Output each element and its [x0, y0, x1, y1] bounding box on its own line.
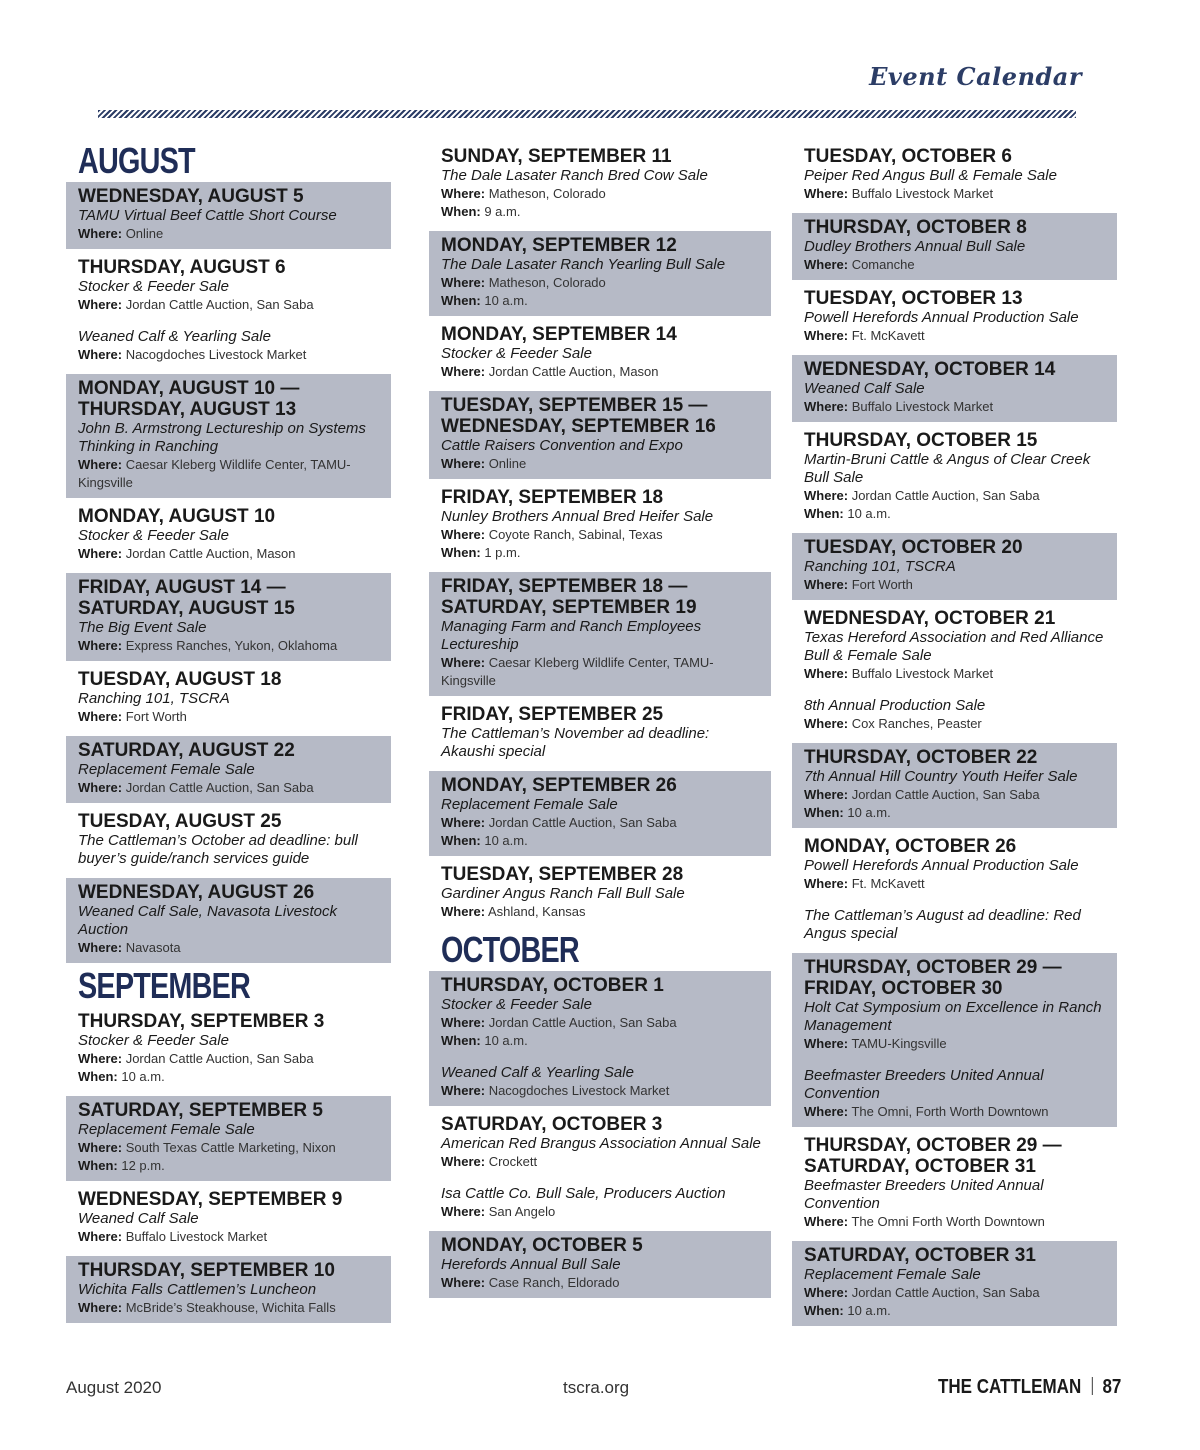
calendar-column-2 [429, 142, 771, 1302]
event-date: FRIDAY, SEPTEMBER 25 [441, 704, 664, 725]
when-value: 12 p.m. [121, 1158, 165, 1173]
event-location [804, 487, 1107, 505]
event-location [441, 1014, 761, 1032]
event-entry [792, 355, 1117, 422]
where-label: Where: [804, 666, 849, 681]
where-value: Matheson, Colorado [488, 275, 606, 290]
event-title: Weaned Calf Sale [78, 1210, 199, 1227]
when-value: 1 p.m. [484, 545, 521, 560]
event-entry [792, 284, 1117, 351]
event-location [804, 1103, 1107, 1121]
magazine-name: THE CATTLEMAN [938, 1376, 1082, 1398]
when-value: 9 a.m. [484, 204, 521, 219]
event-title: Nunley Brothers Annual Bred Heifer Sale [441, 508, 714, 525]
event-title: Weaned Calf Sale, Navasota Livestock Auction [78, 903, 338, 938]
event-title: Gardiner Angus Ranch Fall Bull Sale [441, 885, 685, 902]
event-entry [66, 1007, 391, 1092]
where-value: Jordan Cattle Auction, San Saba [125, 1051, 314, 1066]
event-date: TUESDAY, SEPTEMBER 15 — [441, 395, 708, 416]
where-label: Where: [804, 257, 849, 272]
event-entry [429, 971, 771, 1106]
where-value: South Texas Cattle Marketing, Nixon [125, 1140, 336, 1155]
event-title: The Dale Lasater Ranch Bred Cow Sale [441, 167, 708, 184]
calendar-column-3 [792, 142, 1117, 1330]
event-date: THURSDAY, AUGUST 6 [78, 257, 286, 278]
where-value: Nacogdoches Livestock Market [125, 347, 307, 362]
event-date: SATURDAY, AUGUST 15 [78, 598, 295, 619]
when-value: 10 a.m. [484, 1033, 528, 1048]
event-entry [429, 320, 771, 387]
where-value: Online [125, 226, 164, 241]
event-location [804, 256, 1107, 274]
event-location [804, 786, 1107, 804]
event-time [441, 203, 761, 221]
event-location [804, 715, 1107, 733]
when-label: When: [441, 833, 481, 848]
when-value: 10 a.m. [484, 293, 528, 308]
item-spacer [441, 1050, 761, 1064]
event-entry [792, 743, 1117, 828]
where-value: Jordan Cattle Auction, Mason [125, 546, 296, 561]
when-value: 10 a.m. [847, 805, 891, 820]
event-entry [66, 1096, 391, 1181]
event-date: SATURDAY, OCTOBER 3 [441, 1114, 663, 1135]
where-value: Nacogdoches Livestock Market [488, 1083, 670, 1098]
where-label: Where: [804, 1104, 849, 1119]
event-entry [792, 604, 1117, 739]
item-spacer [804, 1053, 1107, 1067]
event-title: 8th Annual Production Sale [804, 697, 986, 714]
event-date: FRIDAY, SEPTEMBER 18 [441, 487, 664, 508]
event-entry [429, 231, 771, 316]
where-label: Where: [804, 787, 849, 802]
event-title: Herefords Annual Bull Sale [441, 1256, 621, 1273]
where-label: Where: [78, 638, 123, 653]
event-date: THURSDAY, OCTOBER 29 — [804, 1135, 1062, 1156]
event-location [78, 296, 381, 314]
event-location [804, 576, 1107, 594]
event-entry [429, 142, 771, 227]
where-value: Ashland, Kansas [487, 904, 586, 919]
event-time [804, 1302, 1107, 1320]
event-entry [792, 832, 1117, 949]
where-value: Cox Ranches, Peaster [851, 716, 982, 731]
event-entry [429, 391, 771, 479]
when-label: When: [441, 293, 481, 308]
event-location [804, 1284, 1107, 1302]
event-location [78, 545, 381, 563]
event-date: FRIDAY, OCTOBER 30 [804, 978, 1003, 999]
event-title: Replacement Female Sale [441, 796, 618, 813]
decorative-rule [98, 110, 1076, 118]
event-time [441, 292, 761, 310]
event-entry [66, 573, 391, 661]
where-label: Where: [441, 904, 486, 919]
event-date: TUESDAY, SEPTEMBER 28 [441, 864, 684, 885]
where-value: The Omni Forth Worth Downtown [851, 1214, 1045, 1229]
where-label: Where: [441, 815, 486, 830]
event-location [78, 346, 381, 364]
where-value: Crockett [488, 1154, 538, 1169]
where-value: Jordan Cattle Auction, San Saba [488, 815, 677, 830]
event-title: Weaned Calf Sale [804, 380, 925, 397]
where-label: Where: [804, 328, 849, 343]
footer-divider [1091, 1377, 1092, 1395]
where-value: McBride’s Steakhouse, Wichita Falls [125, 1300, 336, 1315]
event-title: Stocker & Feeder Sale [78, 527, 229, 544]
where-value: Jordan Cattle Auction, San Saba [851, 787, 1040, 802]
where-label: Where: [441, 1204, 486, 1219]
event-date: SATURDAY, AUGUST 22 [78, 740, 295, 761]
where-label: Where: [804, 488, 849, 503]
event-title: 7th Annual Hill Country Youth Heifer Sale [804, 768, 1078, 785]
event-entry [66, 253, 391, 370]
item-spacer [78, 314, 381, 328]
where-label: Where: [78, 1229, 123, 1244]
where-label: Where: [78, 940, 123, 955]
event-title: Stocker & Feeder Sale [78, 278, 229, 295]
where-label: Where: [804, 1285, 849, 1300]
where-value: Jordan Cattle Auction, San Saba [851, 488, 1040, 503]
event-date: MONDAY, AUGUST 10 [78, 506, 276, 527]
where-value: The Omni, Forth Worth Downtown [851, 1104, 1049, 1119]
where-value: Ft. McKavett [851, 328, 925, 343]
event-title: Beefmaster Breeders United Annual Convention [804, 1177, 1044, 1212]
where-value: Ft. McKavett [851, 876, 925, 891]
where-label: Where: [441, 275, 486, 290]
event-date: TUESDAY, AUGUST 25 [78, 811, 282, 832]
calendar-column-1 [66, 142, 391, 1327]
event-title: The Cattleman’s October ad deadline: bull buyer’s guide/ranch services guide [78, 832, 358, 867]
event-date: MONDAY, OCTOBER 5 [441, 1235, 643, 1256]
where-label: Where: [78, 226, 123, 241]
where-label: Where: [441, 1154, 486, 1169]
event-title: Wichita Falls Cattlemen’s Luncheon [78, 1281, 317, 1298]
where-label: Where: [78, 347, 123, 362]
event-time [441, 544, 761, 562]
event-time [441, 1032, 761, 1050]
event-entry [792, 142, 1117, 209]
event-title: Replacement Female Sale [804, 1266, 981, 1283]
where-value: Navasota [125, 940, 181, 955]
item-spacer [804, 683, 1107, 697]
where-label: Where: [804, 876, 849, 891]
event-entry [792, 1131, 1117, 1237]
event-location [441, 1203, 761, 1221]
event-location [804, 1035, 1107, 1053]
event-title: Powell Herefords Annual Production Sale [804, 309, 1079, 326]
event-entry [66, 1256, 391, 1323]
event-time [78, 1157, 381, 1175]
where-label: Where: [78, 546, 123, 561]
event-entry [66, 1185, 391, 1252]
event-location [78, 779, 381, 797]
when-label: When: [441, 204, 481, 219]
where-label: Where: [78, 457, 123, 472]
event-title: The Cattleman’s November ad deadline: Akaushi special [441, 725, 710, 760]
where-value: Coyote Ranch, Sabinal, Texas [488, 527, 663, 542]
event-location [78, 708, 381, 726]
where-value: Jordan Cattle Auction, San Saba [488, 1015, 677, 1030]
when-label: When: [441, 545, 481, 560]
event-location [441, 903, 761, 921]
where-label: Where: [78, 709, 123, 724]
event-title: The Big Event Sale [78, 619, 207, 636]
where-value: Buffalo Livestock Market [851, 666, 994, 681]
event-entry [66, 878, 391, 963]
where-label: Where: [441, 655, 486, 670]
event-location [441, 274, 761, 292]
footer-site-link[interactable]: tscra.org [563, 1378, 630, 1397]
when-value: 10 a.m. [847, 506, 891, 521]
where-label: Where: [441, 527, 486, 542]
event-title: Stocker & Feeder Sale [441, 345, 592, 362]
event-title: Managing Farm and Ranch Employees Lectureship [441, 618, 702, 653]
event-location [78, 939, 381, 957]
when-label: When: [804, 1303, 844, 1318]
event-date: SATURDAY, SEPTEMBER 5 [78, 1100, 323, 1121]
event-title: Isa Cattle Co. Bull Sale, Producers Auction [441, 1185, 726, 1202]
event-location [78, 1299, 381, 1317]
where-value: Case Ranch, Eldorado [488, 1275, 620, 1290]
where-label: Where: [804, 716, 849, 731]
event-title: John B. Armstrong Lectureship on Systems Thinking in Ranching [78, 420, 366, 455]
footer-brand [938, 1376, 1121, 1399]
event-location [804, 185, 1107, 203]
event-title: Texas Hereford Association and Red Alliance Bull & Female Sale [804, 629, 1104, 664]
event-entry [66, 807, 391, 874]
event-date: TUESDAY, OCTOBER 13 [804, 288, 1023, 309]
event-title: The Dale Lasater Ranch Yearling Bull Sale [441, 256, 726, 273]
event-location [441, 363, 761, 381]
event-date: WEDNESDAY, SEPTEMBER 16 [441, 416, 716, 437]
event-location [804, 665, 1107, 683]
event-date: SATURDAY, OCTOBER 31 [804, 1245, 1036, 1266]
item-spacer [441, 1171, 761, 1185]
event-date: THURSDAY, SEPTEMBER 10 [78, 1260, 335, 1281]
event-entry [429, 483, 771, 568]
event-date: THURSDAY, OCTOBER 29 — [804, 957, 1062, 978]
event-entry [429, 771, 771, 856]
where-label: Where: [804, 1214, 849, 1229]
where-value: Fort Worth [851, 577, 913, 592]
event-title: Stocker & Feeder Sale [441, 996, 592, 1013]
event-date: THURSDAY, AUGUST 13 [78, 399, 297, 420]
item-spacer [804, 893, 1107, 907]
event-location [441, 455, 761, 473]
event-entry [429, 1231, 771, 1298]
event-location [78, 1050, 381, 1068]
event-entry [792, 1241, 1117, 1326]
event-date: SATURDAY, SEPTEMBER 19 [441, 597, 697, 618]
event-entry [792, 213, 1117, 280]
event-date: WEDNESDAY, SEPTEMBER 9 [78, 1189, 343, 1210]
event-entry [66, 736, 391, 803]
when-label: When: [441, 1033, 481, 1048]
event-location [78, 1228, 381, 1246]
event-entry [66, 665, 391, 732]
where-label: Where: [804, 399, 849, 414]
event-date: THURSDAY, OCTOBER 8 [804, 217, 1027, 238]
where-value: Matheson, Colorado [488, 186, 606, 201]
page-number: 87 [1102, 1376, 1122, 1398]
event-date: TUESDAY, AUGUST 18 [78, 669, 282, 690]
event-title: Weaned Calf & Yearling Sale [441, 1064, 634, 1081]
event-date: TUESDAY, OCTOBER 20 [804, 537, 1023, 558]
event-date: SATURDAY, OCTOBER 31 [804, 1156, 1036, 1177]
event-location [441, 654, 761, 690]
where-label: Where: [441, 1275, 486, 1290]
event-entry [792, 426, 1117, 529]
event-location [441, 1274, 761, 1292]
where-label: Where: [441, 186, 486, 201]
event-date: MONDAY, SEPTEMBER 26 [441, 775, 677, 796]
where-value: Jordan Cattle Auction, Mason [488, 364, 659, 379]
event-title: Replacement Female Sale [78, 761, 255, 778]
when-label: When: [804, 805, 844, 820]
event-time [441, 832, 761, 850]
event-location [78, 1139, 381, 1157]
where-label: Where: [78, 780, 123, 795]
footer-issue: August 2020 [66, 1378, 162, 1397]
event-entry [429, 1110, 771, 1227]
event-time [804, 505, 1107, 523]
event-date: MONDAY, SEPTEMBER 14 [441, 324, 677, 345]
event-location [441, 185, 761, 203]
where-label: Where: [804, 186, 849, 201]
event-entry [429, 572, 771, 696]
where-value: Fort Worth [125, 709, 187, 724]
where-value: Jordan Cattle Auction, San Saba [125, 297, 314, 312]
event-entry [66, 502, 391, 569]
event-date: MONDAY, OCTOBER 26 [804, 836, 1017, 857]
where-value: Online [488, 456, 527, 471]
event-title: Stocker & Feeder Sale [78, 1032, 229, 1049]
event-location [804, 1213, 1107, 1231]
where-value: Express Ranches, Yukon, Oklahoma [125, 638, 338, 653]
event-date: THURSDAY, SEPTEMBER 3 [78, 1011, 325, 1032]
where-label: Where: [804, 1036, 849, 1051]
event-location [78, 637, 381, 655]
event-title: TAMU Virtual Beef Cattle Short Course [78, 207, 337, 224]
event-location [441, 1082, 761, 1100]
where-value: Buffalo Livestock Market [851, 399, 994, 414]
event-location [441, 1153, 761, 1171]
event-title: Cattle Raisers Convention and Expo [441, 437, 683, 454]
when-value: 10 a.m. [847, 1303, 891, 1318]
event-title: Beefmaster Breeders United Annual Convention [804, 1067, 1044, 1102]
when-value: 10 a.m. [121, 1069, 165, 1084]
where-value: Buffalo Livestock Market [125, 1229, 268, 1244]
event-title: The Cattleman’s August ad deadline: Red Angus special [804, 907, 1081, 942]
event-entry [66, 182, 391, 249]
month-heading: AUGUST [78, 140, 195, 181]
event-location [78, 225, 381, 243]
when-label: When: [78, 1069, 118, 1084]
event-date: FRIDAY, AUGUST 14 — [78, 577, 286, 598]
when-value: 10 a.m. [484, 833, 528, 848]
event-entry [66, 374, 391, 498]
event-title: Peiper Red Angus Bull & Female Sale [804, 167, 1057, 184]
when-label: When: [804, 506, 844, 521]
where-value: Caesar Kleberg Wildlife Center, TAMU-Kingsville [78, 457, 351, 490]
event-date: MONDAY, AUGUST 10 — [78, 378, 300, 399]
event-title: Ranching 101, TSCRA [78, 690, 230, 707]
where-label: Where: [804, 577, 849, 592]
where-label: Where: [441, 456, 486, 471]
event-date: WEDNESDAY, OCTOBER 21 [804, 608, 1056, 629]
event-entry [429, 860, 771, 927]
where-label: Where: [441, 364, 486, 379]
event-entry [792, 953, 1117, 1127]
event-date: TUESDAY, OCTOBER 6 [804, 146, 1012, 167]
event-location [804, 327, 1107, 345]
event-location [441, 814, 761, 832]
where-value: Caesar Kleberg Wildlife Center, TAMU-Kingsville [441, 655, 714, 688]
where-label: Where: [441, 1015, 486, 1030]
event-entry [792, 533, 1117, 600]
event-title: Powell Herefords Annual Production Sale [804, 857, 1079, 874]
month-heading: SEPTEMBER [78, 965, 251, 1006]
where-label: Where: [78, 297, 123, 312]
event-date: WEDNESDAY, OCTOBER 14 [804, 359, 1056, 380]
event-location [804, 875, 1107, 893]
event-date: FRIDAY, SEPTEMBER 18 — [441, 576, 688, 597]
event-title: Replacement Female Sale [78, 1121, 255, 1138]
event-location [441, 526, 761, 544]
event-date: SUNDAY, SEPTEMBER 11 [441, 146, 672, 167]
event-title: American Red Brangus Association Annual Sale [441, 1135, 761, 1152]
where-value: TAMU-Kingsville [851, 1036, 947, 1051]
event-time [78, 1068, 381, 1086]
event-date: WEDNESDAY, AUGUST 26 [78, 882, 315, 903]
event-title: Ranching 101, TSCRA [804, 558, 956, 575]
where-value: San Angelo [488, 1204, 556, 1219]
event-date: MONDAY, SEPTEMBER 12 [441, 235, 677, 256]
when-label: When: [78, 1158, 118, 1173]
where-label: Where: [441, 1083, 486, 1098]
event-date: WEDNESDAY, AUGUST 5 [78, 186, 304, 207]
where-value: Jordan Cattle Auction, San Saba [851, 1285, 1040, 1300]
event-title: Holt Cat Symposium on Excellence in Ranch Management [804, 999, 1102, 1034]
event-entry [429, 700, 771, 767]
event-time [804, 804, 1107, 822]
page-section-title: Event Calendar [869, 62, 1082, 91]
where-label: Where: [78, 1140, 123, 1155]
event-title: Martin-Bruni Cattle & Angus of Clear Creek Bull Sale [804, 451, 1091, 486]
event-date: THURSDAY, OCTOBER 1 [441, 975, 664, 996]
event-location [804, 398, 1107, 416]
where-value: Buffalo Livestock Market [851, 186, 994, 201]
where-value: Comanche [851, 257, 915, 272]
event-title: Dudley Brothers Annual Bull Sale [804, 238, 1026, 255]
where-value: Jordan Cattle Auction, San Saba [125, 780, 314, 795]
event-location [78, 456, 381, 492]
event-date: THURSDAY, OCTOBER 15 [804, 430, 1038, 451]
event-date: THURSDAY, OCTOBER 22 [804, 747, 1038, 768]
month-heading: OCTOBER [441, 929, 579, 970]
where-label: Where: [78, 1051, 123, 1066]
where-label: Where: [78, 1300, 123, 1315]
event-title: Weaned Calf & Yearling Sale [78, 328, 271, 345]
